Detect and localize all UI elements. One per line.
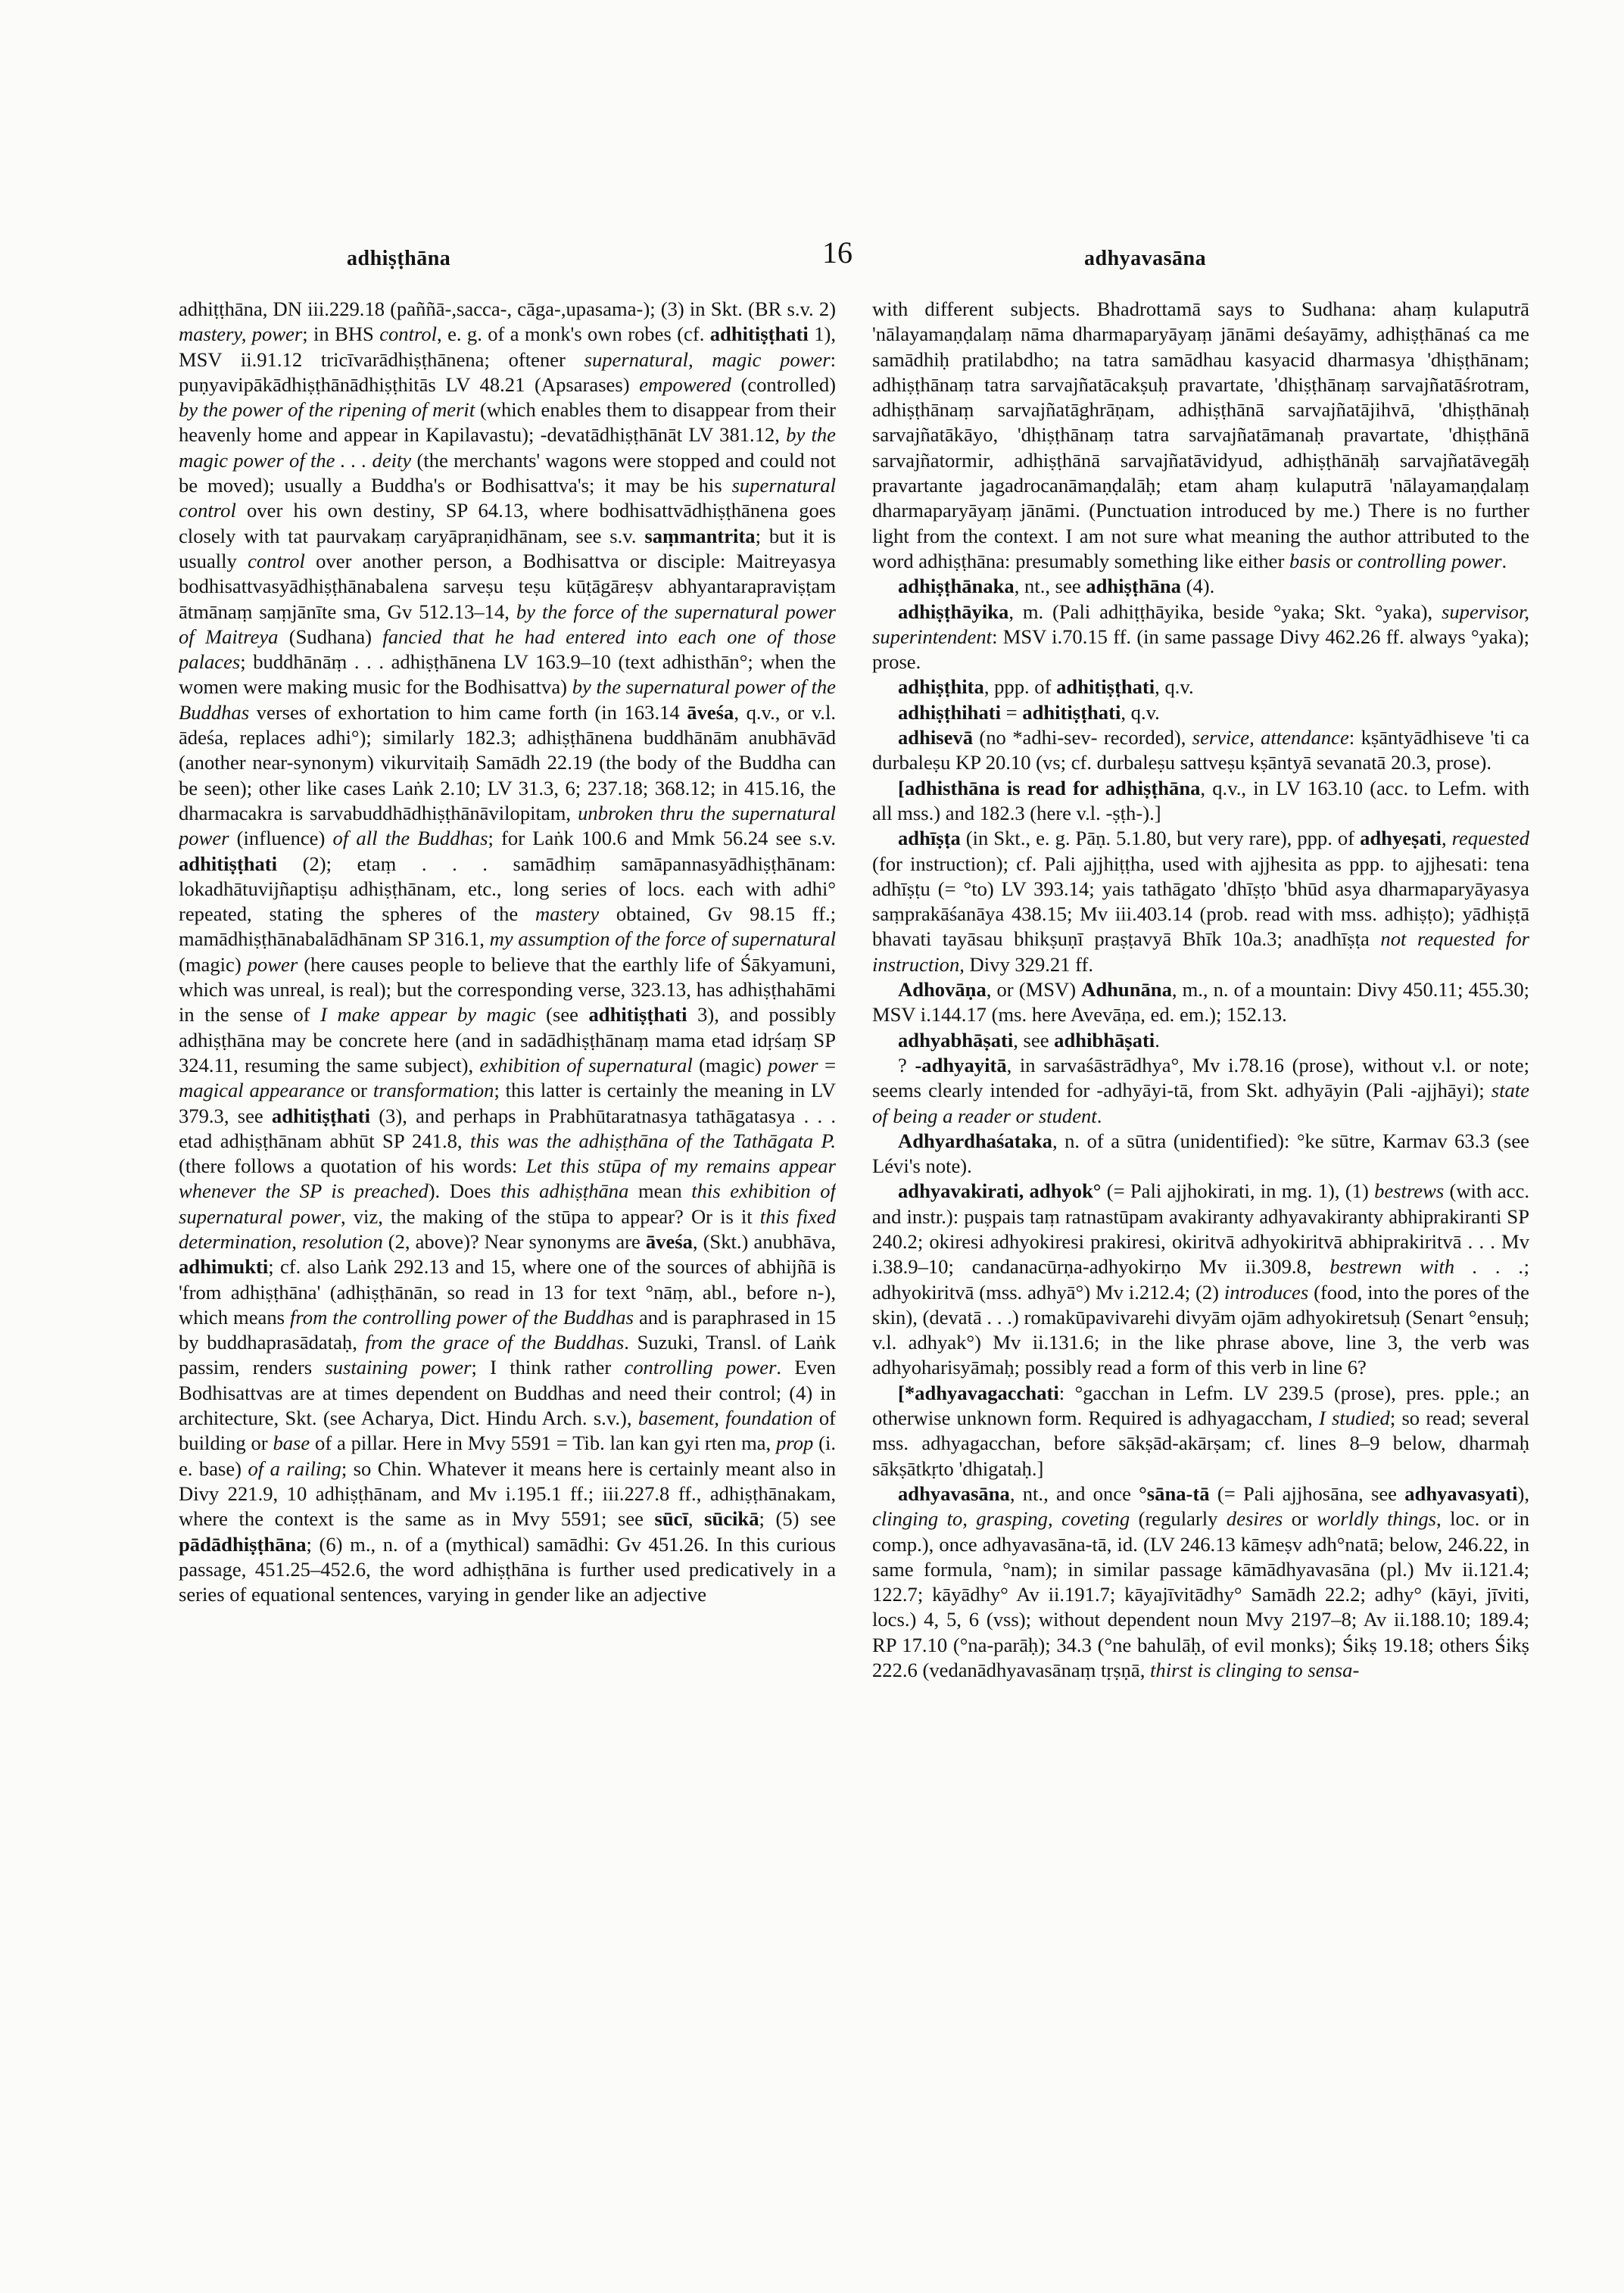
dictionary-entry [872,700,1529,725]
gloss-italic: by the magic power of the . . . deity [179,423,836,472]
entry-text: ; but it is usually [179,524,836,572]
entry-text: over his own destiny, SP 64.13, where bodhisattvādhiṣṭhānena goes closely with tat paurvakaṃ caryāpraṇidhānam, see s.v. [179,499,836,547]
entry-text: obtained, Gv 98.15 ff.; mamādhiṣṭhānabalādhānam SP 316.1, [179,902,836,951]
entry-text: (2, above)? Near synonyms are [382,1229,646,1253]
gloss-italic: this adhiṣṭhāna [500,1179,629,1203]
headword-bold: Adhunāna [1081,978,1172,1002]
gloss-italic: this was the adhiṣṭhāna of the Tathāgata P. [469,1129,836,1152]
entry-text: , m., n. of a mountain: Divy 450.11; 455.30; MSV i.144.17 (ms. here Avevāṇa, ed. em.); 152.13. [872,978,1529,1027]
dictionary-entry [872,1381,1529,1481]
entry-text: (magic) [179,952,248,976]
dictionary-entry [872,1028,1529,1053]
left-running-head: adhiṣṭhāna [347,247,451,270]
gloss-italic: basement, foundation [637,1407,813,1430]
gloss-italic: fancied that he had entered into each one of those palaces [179,625,836,674]
entry-text: with different subjects. Bhadrottamā says to Sudhana: ahaṃ kulaputrā 'nālayamaṇḍalaṃ nāma dharmaparyāyaṃ jānāmi deśayāmy, adhiṣṭhānaś ca me samādhiḥ pratilabdho; na tatra samādhau kasyacid dharmasya 'dhiṣṭhānam; adhiṣṭhānaṃ tatra sarvajñatācakṣuḥ pravartate, 'dhiṣṭhānaṃ sarvajñatāśrotram, adhiṣṭhānaṃ sarvajñatāghrāṇam, adhiṣṭhānā sarvajñatājihvā, 'dhiṣṭhānaḥ sarvajñatākāyo, 'dhiṣṭhānaṃ tatra sarvajñatāmanaḥ pravartate, 'dhiṣṭhānā sarvajñatormir, adhiṣṭhānā sarvajñatāvidyud, adhiṣṭhānāḥ sarvajñatāvegāḥ pravartante jagadrocanāmaṇḍalāḥ; etam ahaṃ kulaputrā 'nālayamaṇḍalaṃ dharmaparyāyaṃ jānāmi. (Punctuation introduced by me.) There is no further light from the context. I am not sure what meaning the author attributed to the word adhiṣṭhāna: presumably something like either [872,298,1529,572]
entry-text: over another person, a Bodhisattva or disciple: Maitreyasya bodhisattvasyādhiṣṭhānabalena sarveṣu teṣu kūṭāgāreṣv abhyantarapraviṣṭam ātmānaṃ saṃjānīte sma, Gv 512.13–14, [179,549,836,623]
headword-bold: Adhovāṇa [898,978,987,1002]
gloss-italic: magical appearance [179,1079,345,1102]
entry-text: (which enables them to disappear from their heavenly home and appear in Kapilavastu); -devatādhiṣṭhānāt LV 381.12, [179,398,836,447]
entry-text: , [1441,827,1452,850]
entry-text: (i. e. base) [179,1432,836,1480]
entry-text: , in sarvaśāstrādhya°, Mv i.78.16 (prose), without v.l. or note; seems clearly intended for -adhyāyi-tā, from Skt. adhyāyin (Pali -ajjhāyi); [872,1053,1529,1102]
gloss-italic: empowered [639,372,731,396]
dictionary-entry [872,1129,1529,1179]
headword-bold: āveśa [687,700,734,724]
entry-text: or [344,1079,373,1102]
entry-text: (the merchants' wagons were stopped and could not be moved); usually a Buddha's or Bodhisattva's; it may be his [179,448,836,497]
gloss-italic: state of being a reader or student [872,1079,1529,1127]
gloss-italic: bestrewn with . . . [1329,1255,1524,1279]
entry-text: (controlled) [731,372,836,396]
entry-text: adhiṭṭhāna, DN iii.229.18 (paññā-,sacca-, cāga-,upasama-); (3) in Skt. (BR s.v. 2) [179,298,836,320]
entry-text: (for instruction); cf. Pali ajjhiṭṭha, used with ajjhesita as ppp. to ajjhesati: tena adhīṣṭu (= °to) LV 393.14; yais tathāgato 'dhīṣṭo 'bhūd asya dharmaparyāyasya saṃprakāśanāya 438.15; Mv iii.403.14 (prob. read with mss. adhiṣṭo); yādhiṣṭā bhavati tayāsau bhikṣuṇī praṣṭavyā Bhīk 10a.3; anadhīṣṭa [872,852,1529,951]
gloss-italic: mastery [535,902,600,926]
entry-text: (4). [1180,575,1215,598]
page-number: 16 [822,235,853,269]
gloss-italic: from the grace of the Buddhas [365,1331,625,1354]
entry-text: , m. (Pali adhiṭṭhāyika, beside °yaka; Skt. °yaka), [1008,600,1442,623]
gloss-italic: thirst is clinging to sensa- [1150,1659,1360,1682]
entry-text: ; cf. also Laṅk 292.13 and 15, where one of the sources of abhijñā is 'from adhiṣṭhāna' (adhiṣṭhānān, so read in 13 for text °nāṃ, abl., before n-), which means [179,1255,836,1329]
entry-text: , or (MSV) [986,978,1082,1002]
entry-text: (2); etaṃ . . . samādhiṃ samāpannasyādhiṣṭhānam: lokadhātuvijñaptiṣu adhiṣṭhānam, etc., long series of locs. each with adhi° repeated, stating the spheres of the [179,852,836,926]
gloss-italic: unbroken thru the supernatural power [179,801,836,850]
headword-bold: adhyavasāna [898,1481,1010,1505]
dictionary-entry [872,1179,1529,1380]
entry-text: (magic) [692,1053,768,1076]
gloss-italic: supernatural, magic power [584,347,831,371]
entry-text: ; I think rather [471,1356,625,1379]
headword-bold: adhyavakirati, adhyok° [898,1179,1102,1203]
gloss-italic: supernatural control [179,474,836,522]
gloss-italic: by the supernatural power of the Buddhas [179,675,836,724]
headword-bold: adhiṣṭhita [898,675,984,699]
right-column [872,297,1529,2167]
gloss-italic: controlling power [624,1356,777,1379]
entry-text: or [1283,1507,1317,1531]
gloss-italic: control [248,549,305,572]
headword-bold: adhitiṣṭhati [179,852,278,875]
gloss-italic: of a railing [248,1456,341,1480]
entry-text: (3), and perhaps in Prabhūtaratnasya tathāgatasya . . . etad adhiṣṭhānam abhūt SP 241.8, [179,1104,836,1152]
entry-text: . [1501,549,1507,572]
entry-text: , n. of a sūtra (unidentified): °ke sūtre, Karmav 63.3 (see Lévi's note). [872,1129,1529,1178]
gloss-italic: this fixed determination, resolution [179,1204,836,1253]
entry-text: 1), MSV ii.91.12 tricīvarādhiṣṭhānena; oftener [179,322,836,371]
headword-bold: -adhyayitā [915,1053,1007,1076]
headword-bold: adhisevā [898,726,974,749]
gloss-italic: exhibition of supernatural [479,1053,693,1076]
headword-bold: adhiṣṭhihati [898,700,1001,724]
headword-bold: sūcī [654,1507,688,1531]
gloss-italic: I make appear by magic [320,1003,536,1027]
headword-bold: [adhisthāna is read for adhiṣṭhāna [898,776,1201,799]
headword-bold: adhitiṣṭhati [709,322,809,346]
dictionary-entry [872,776,1529,827]
headword-bold: adhitiṣṭhati [1022,700,1121,724]
entry-text: (in Skt., e. g. Pāṇ. 5.1.80, but very rare), ppp. of [960,827,1361,850]
headword-bold: adhitiṣṭhati [1056,675,1155,699]
gloss-italic: requested [1451,827,1529,850]
entry-text: verses of exhortation to him came forth (in 163.14 [249,700,687,724]
headword-bold: āveśa [645,1229,693,1253]
headword-bold: adhiṣṭhāna [1086,575,1181,598]
gloss-italic: basis [1289,549,1331,572]
dictionary-entry [872,574,1529,599]
entry-text: (with acc. and instr.): puṣpais taṃ ratnastūpam avakiranty adhyavakiranty abhiprakiranti SP 240.2; okiresi adhyokiresi prakiresi, okiritvā adhyokiritvā abhiprakiritvā . . . Mv i.38.9–10; candanacūrṇa-adhyokirṇo Mv ii.309.8, [872,1179,1529,1279]
gloss-italic: by the power of the ripening of merit [179,398,475,422]
entry-text: = [818,1053,836,1076]
entry-text: ; buddhānāṃ . . . adhiṣṭhānena LV 163.9–10 (text adhisthān°; when the women were making music for the Bodhisattva) [179,650,836,699]
entry-text: , q.v., in LV 163.10 (acc. to Lefm. with all mss.) and 182.3 (here v.l. -ṣṭh-).] [872,776,1529,824]
headword-bold: adhyavasyati [1404,1481,1518,1505]
entry-text: . Even Bodhisattvas are at times dependent on Buddhas and need their control; (4) in architecture, Skt. (see Acharya, Dict. Hindu Arch. s.v.), [179,1356,836,1430]
headword-bold: Adhyardhaśataka [898,1129,1052,1152]
entry-text: , [687,1507,705,1531]
entry-text: , q.v. [1155,675,1194,699]
entry-text: ; (6) m., n. of a (mythical) samādhi: Gv 451.26. In this curious passage, 451.25–452.6, the word adhiṣṭhāna is further used predicatively in a series of equational sentences, varying in gender like an adjective [179,1532,836,1606]
entry-text: (influence) [229,827,333,850]
headword-bold: saṃmantrita [644,524,756,547]
gloss-italic: transformation [372,1079,494,1102]
gloss-italic: from the controlling power of the Buddhas [290,1305,634,1329]
page-header [179,235,1496,280]
gloss-italic: not requested for instruction [872,927,1529,976]
entry-text: ; (5) see [759,1507,836,1531]
gloss-italic: Let this stūpa of my remains appear whenever the SP is preached [179,1154,836,1203]
entry-text: . Suzuki, Transl. of Laṅk passim, renders [179,1331,836,1379]
headword-bold: adhiṣṭhānaka [898,575,1015,598]
entry-text: 3), and possibly adhiṣṭhāna may be concrete here (and in sadādhiṣṭhānaṃ mama etad idṛśaṃ SP 324.11, resuming the same subject), [179,1003,836,1076]
entry-text: mean [628,1179,692,1203]
gloss-italic: bestrews [1374,1179,1445,1203]
headword-bold: adhimukti [179,1255,269,1279]
gloss-italic: mastery, power [179,322,303,346]
dictionary-entry [872,725,1529,776]
gloss-italic: base [273,1432,310,1455]
gloss-italic: I studied [1318,1407,1390,1430]
entry-text: = [1000,700,1023,724]
headword-bold: adhyeṣati [1360,827,1442,850]
right-running-head: adhyavasāna [1084,247,1207,270]
entry-text: (regularly [1130,1507,1227,1531]
gloss-italic: my assumption of the force of supernatural [489,927,836,951]
headword-bold: pādādhiṣṭhāna [179,1532,307,1556]
headword-bold: adhiṣṭhāyika [898,600,1009,623]
entry-text: ; for Laṅk 100.6 and Mmk 56.24 see s.v. [488,827,836,850]
headword-bold: adhīṣṭa [898,827,961,850]
gloss-italic: controlling power [1357,549,1502,572]
entry-text: . [1155,1028,1160,1051]
dictionary-entry [872,600,1529,675]
dictionary-entry [872,675,1529,699]
entry-text: (= Pali ajjhokirati, in mg. 1), (1) [1101,1179,1375,1203]
gloss-italic: supervisor, superintendent [872,600,1529,648]
entry-text: ), [1517,1481,1529,1505]
dictionary-entry [872,1053,1529,1129]
gloss-italic: by the force of the supernatural power of Maitreya [179,600,836,648]
entry-text: (= Pali ajjhosāna, see [1209,1481,1405,1505]
gloss-italic: introduces [1223,1280,1309,1304]
entry-text: , see [1013,1028,1055,1051]
entry-text: , nt., see [1014,575,1086,598]
entry-text: (there follows a quotation of his words: [179,1154,526,1178]
entry-text: , (Skt.) anubhāva, [692,1229,836,1253]
gloss-italic: this exhibition of supernatural power [179,1179,836,1228]
entry-text: ; in BHS [302,322,380,346]
entry-text: , loc. or in comp.), once adhyavasāna-tā, id. (LV 246.13 kāmeṣv adh°natā; below, 246.22, in same formula, °nam); in similar passage kāmādhyavasāna (pl.) Mv ii.121.4; 122.7; kāyādhy° Av ii.191.7; kāyajīvitādhy° Samādh 22.2; adhy° (kāyi, jīviti, locs.) 4, 5, 6 (vss); without dependent noun Mvy 2197–8; Av ii.188.10; 189.4; RP 17.10 (°na-parāḥ); 34.3 (°ne bahulāḥ, of evil monks); Śikṣ 19.18; others Śikṣ 222.6 (vedanādhyavasānaṃ tṛṣṇā, [872,1507,1529,1682]
entry-text: (here causes people to believe that the earthly life of Śākyamuni, which was unreal, is real); but the corresponding verse, 323.13, has adhiṣṭhahāmi in the sense of [179,952,836,1027]
entry-text: . [1096,1104,1102,1127]
entry-text: ; adhyokiritvā (mss. adhyā°) Mv i.212.4; (2) [872,1255,1529,1304]
entry-text: or [1330,549,1358,572]
entry-text: of building or [179,1407,836,1455]
gloss-italic: of all the Buddhas [332,827,488,850]
entry-text: (Sudhana) [278,625,383,648]
entry-text: ; so read; several mss. adhyagacchan, before sākṣād-akārṣam; cf. lines 8–9 below, dharmaḥ sākṣātkṛto 'dhigataḥ.] [872,1407,1529,1480]
gloss-italic: service, attendance [1192,726,1349,749]
dictionary-entry [872,977,1529,1028]
gloss-italic: clinging to, grasping, coveting [872,1507,1130,1531]
headword-bold: °sāna-tā [1139,1481,1210,1505]
entry-text: , q.v., or v.l. ādeśa, replaces adhi°); similarly 182.3; adhiṣṭhānena buddhānām anubhāvād (another near-synonym) vikurvitaiḥ Samādh 22.19 (the body of the Buddha can be seen); other like cases Laṅk 2.10; LV 31.3, 6; 237.18; 368.12; in 415.16, the dharmacakra is sarvabuddhādhiṣṭhānāvilopitam, [179,700,836,824]
gloss-italic: prop [776,1432,814,1455]
entry-text: ). Does [428,1179,501,1203]
headword-bold: adhitiṣṭhati [588,1003,687,1027]
headword-bold: sūcikā [704,1507,759,1531]
headword-bold: [*adhyavagacchati [898,1381,1059,1404]
gloss-italic: control [379,322,438,346]
entry-text: , q.v. [1121,700,1160,724]
entry-text: , ppp. of [983,675,1057,699]
entry-text: : kṣāntyādhiseve 'ti ca durbaleṣu KP 20.10 (vs; cf. durbaleṣu sattveṣu kṣāntyā sevanatā 20.3, prose). [872,726,1529,774]
dictionary-entry [872,297,1529,574]
entry-text: : puṇyavipākādhiṣṭhānādhiṣṭhitās LV 48.21 (Apsarases) [179,347,836,396]
entry-text: : °gacchan in Lefm. LV 239.5 (prose), pres. pple.; an otherwise unknown form. Required is adhyagaccham, [872,1381,1529,1430]
entry-text: ? [898,1053,915,1076]
dictionary-entry [872,1481,1529,1683]
entry-text: : MSV i.70.15 ff. (in same passage Divy 462.26 ff. always °yaka); prose. [872,625,1529,674]
headword-bold: adhitiṣṭhati [271,1104,370,1127]
headword-bold: adhibhāṣati [1054,1028,1155,1051]
entry-text: (food, into the pores of the skin), (devatā . . .) romakūpavivarehi divyām ojām adhyokiretsuḥ (Senart °ensuḥ; v.l. adhyak°) Mv ii.131.6; in the like phrase above, line 3, the verb was adhyoharisyāmaḥ; possibly read a form of this verb in line 6? [872,1280,1529,1379]
entry-text: , viz, the making of the stūpa to appear? Or is it [340,1204,760,1228]
entry-text: of a pillar. Here in Mvy 5591 = Tib. lan kan gyi rten ma, [310,1432,777,1455]
dictionary-entry [179,297,836,1607]
entry-text: ; so Chin. Whatever it means here is certainly meant also in Divy 221.9, 10 adhiṣṭhānam, and Mv i.195.1 ff.; iii.227.8 ff., adhiṣṭhānakam, where the context is the same as in Mvy 5591; see [179,1456,836,1531]
gloss-italic: sustaining power [325,1356,472,1379]
gloss-italic: power [768,1053,818,1076]
entry-text: (no *adhi-sev- recorded), [973,726,1192,749]
gloss-italic: desires [1226,1507,1283,1531]
entry-text: , e. g. of a monk's own robes (cf. [437,322,710,346]
entry-text: ; this latter is certainly the meaning in LV 379.3, see [179,1079,836,1127]
gloss-italic: power [247,952,298,976]
entry-text: , Divy 329.21 ff. [959,952,1094,976]
dictionary-entry [872,826,1529,977]
gloss-italic: worldly things [1317,1507,1437,1531]
entry-text: and is paraphrased in 15 by buddhaprasādataḥ, [179,1305,836,1354]
left-column [179,297,836,2174]
headword-bold: adhyabhāṣati [898,1028,1014,1051]
entry-text: , nt., and once [1009,1481,1139,1505]
entry-text: (see [535,1003,589,1027]
